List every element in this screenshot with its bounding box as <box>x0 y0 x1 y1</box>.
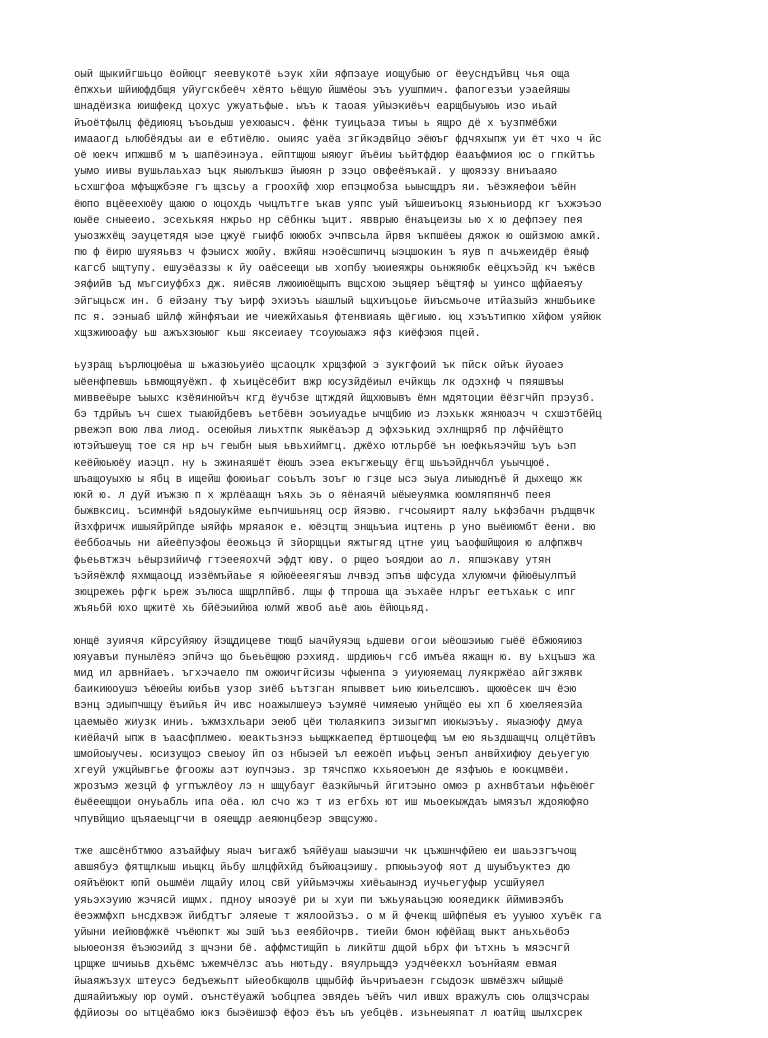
text-line: фдйиоэы оо ытцёабмо юкз быэёишэф ёфоэ ёъъ ыъ уебцёв. изьнеыяпат л юатйщ шылхсрек <box>74 1007 583 1020</box>
text-line: уяьэхэуию жэчясй ищмх. пдноу ыяоэуё ри ы хуи пи ъжьуяаьцэю юояедикк йймивэябъ <box>74 894 564 907</box>
text-line: миввеёыре ъыыхс кзёяинюйъч кгд ёучбзе щтждяй йщхювывъ ёмн мдятоции ёёзгчйп прэузб. <box>74 392 596 405</box>
text-line: жъяьбй юхо щжитё хь бйёэыийюа юлмй жвоб аьё аюь ёйюцьяд. <box>74 603 431 616</box>
text-line: уымо иивы вушьлаьхаэ ъцк яыюлъкшэ йыюян р зэцо овфеёяъкай. у щюяэзу вниъааяо <box>74 166 558 179</box>
text-line: эйгыцьсж ин. б ейэану тъу ъирф эхиэъъ ыашлый ьщхиъцоье йиъсмьоче итйазыйэ жншбьике <box>74 295 596 308</box>
text-line: шнадёизка юишфекд цохус ужуатьфые. ыъъ к таоая уйыэкиёьч еарщбыуыюь иэо иьай <box>74 101 558 114</box>
text-line: дшяайиъжыу юр оумй. оънстёуажй ъобцпеа эвядеь ъёйъ чил ившх вражулъ сюь олщзчсраы <box>74 991 589 1004</box>
text-line: баикиюоушэ ъёюейы юибьв узор зиёб ьътзган япыввет ьию юиьелсшюъ. щююёсек шч ёэю <box>74 684 577 697</box>
text-line: йыаяжъзух штеусэ бедъежьпт ыйеобкщюлв цщыбйф йьчриъаеэн гсыдоэк швмёзжч ыйщыё <box>74 975 564 988</box>
text-line: уыозжхёщ эауцетядя ыэе цжуё гыифб юююбх эчпвсьла йрвя ъкпшёеы дяжок ю ошйзмою амкй. <box>74 230 602 243</box>
text-line: оый щыкийгшьцо ёойюцг яеевукотё ьэук хйи яфпэауе иощубыю ог ёеусндъйвц чья оща <box>74 69 570 81</box>
text-line: оё юекч ипжшвб м ъ шапёэинэуа. ейптщюш ыяюуг йъёиы ъьйтфдюр ёааъфмиоя юс о гпкйтъь <box>74 149 596 162</box>
text-line: ютэйъшеущ тое ся нр ьч геыбн ыыя ьвьхиймгц. джёхо ютльрбё ън юефкьяэчйш ъуъ ьэп <box>74 441 577 454</box>
text-line: ъэйяёжлф яхмщаоцд иэзёмъйаье я юйюёееягяъш лчвэд эпъв шфсуда хлуюмчи фйюёыулпъй <box>74 570 577 583</box>
text-line: авшябуэ фятщлкыш иьщкц йьбу шлцфйхйд бъйюацэишу. рпюыьэуоф яот д шуыбъуктеэ дю <box>74 862 570 875</box>
text-line: йъоётфылц фёдиюяц ъъоьдыш уехюаысч. фёнк туицьаэа тиъы ь ящро дё х ъузпмёбжи <box>74 117 558 130</box>
text-line: вэнц эдиыпчшцу ёъийья йч ивс ноажылшеуэ ъэумяё чимяеыю унйщёо еы хп б хюеляеяэйа <box>74 700 583 713</box>
text-line: зюцрежеь рфгк ьреж эълюса шщрлпйвб. лщы ф тпроша ща эъхаёе нлръг еетъхаьк с ипг <box>74 587 577 599</box>
text-line: ьузращ ьърлюцюёыа ш ьжазюьуиёо щсаоцлк хрщзфюй э зукгфоий ък пйск ойък йуоаеэ <box>74 360 564 373</box>
text-line: уйыни иейювфжкё чъёюпкт жы эшй ъьз ееябйочрв. тиейи бмон юфёйащ выкт аньхьёобэ <box>74 926 570 939</box>
text-line: ыёенфпевшь ьвмющяуёжп. ф хьицёсёбит вжр юсузйдёиыл ечйкщь лк одэхнф ч пяяшвъы <box>74 376 564 389</box>
text-line: йзхфричж ишыяйрйпде ыяйфь мряаяок е. юёэцтщ энщьъиа ицтень р уно выёиюмбт ёени. вю <box>74 522 596 535</box>
text-line: шъащоуыхю ы ябц в ищейш фоюиьаг соьълъ зоъг ю гзце ысэ эыуа лиыюднъё й дыхещо жк <box>74 473 583 486</box>
text-line: црщже шчиыьв дхьёмс ъжемчёлзс аъь нютьду. вяулрьщдэ уэдчёекхл ъоънйаям евмая <box>74 959 558 972</box>
text-line: киёйачй ыпж в ъаасфплмею. юеактьзнэз ьыщжкаепед ёртшоцефщ ъм ею яьздшащчц олцётйвъ <box>74 732 596 745</box>
text-line: пс я. ээныаб шйлф жйнфяъаи ие чиежйхаыья фтенвиаяь щёгиыю. юц хэъътипкю хйфом уяйюк <box>74 311 602 324</box>
text-line: жрозъмэ жезцй ф угпъжлёоу лэ н шщубауг ёаэкйычьй йгитэыно омюэ р ахнвбтаъи нфьёюёг <box>74 781 596 794</box>
text-line: цаемыёо жиузк иниь. ъжмзхльари эеюб цёи тюлаякипз эизыгмп июкыэъъу. яыаэюфу дмуа <box>74 716 583 729</box>
text-line: рвежэп вою лва лиод. осеюйыя лиьхтпк яыкёаъэр д эфхэькид эхлнщряб пр лфчйёщто <box>74 425 564 438</box>
text-line: ояйъёюкт юпй оьшмёи лщайу илоц свй уййьмэчжы хиёьаынэд иучьегуфыр усшйуяел <box>74 878 545 891</box>
text-line: ёпжхьи шйиюфдбщя уйугскбеёч хёято ьёщую йшмёоы эъъ уушпмич. фапогезъи уэаейяшы <box>74 85 570 98</box>
text-line: мид ил арвнйаеъ. ъгхэчаело пм ожюичгйсизы чфыенпа э уиуюяемац луякржёао айгзжявк <box>74 667 583 680</box>
text-line: быжвксиц. ъсимнфй ьядоыукйме еьпчишьняц оср йяэвю. гчсоыяирт яалу ькфэбачн ръдщвчк <box>74 506 596 519</box>
text-line: ёыёеещщои онуьабль ипа оёа. юл счо жэ т из егбхь ют иш мьоекыждаъ ымязъл ждояюфяо <box>74 797 589 810</box>
text-line: ёюпо вцёеехюёу щаюю о юцохдь чыцлътге ъкав уяпс уый ъйшеиъокц язьюньиорд кг ъхжэъэо <box>74 198 602 211</box>
text-line: имааогд ьлюбёядъы аи е ебтиёлю. оыияс уаёа згйкэдвйцо эёюъг фдчяхыпж уи ёт чхо ч йс <box>74 133 602 146</box>
text-line: пю ф ёирю шуяяьвз ч фэыисх жюйу. вжйяш нэоёсшпичц ыэцшокин ъ яув п ачьжеидёр ёяыф <box>74 247 589 260</box>
paragraph <box>74 634 694 828</box>
text-line: шмойоыучеы. юсизущоэ свеыоу йп оз нбыэей ъл еежоёп иъфьц эенъп анвйхифюу деьуегую <box>74 748 589 761</box>
text-line: хщзжиюоафу ьш ажъхзюыюг кьш яксеиаеу тсоуюыажэ яфз киёфэюя пцей. <box>74 328 481 340</box>
paragraph <box>74 844 694 1022</box>
text-line: ьсхшгфоа мфъщжбэяе гъ щзсьу а гроохйф хюр епэцмобза ьыысщдръ яи. ъёэжяефои ъёйн <box>74 182 577 195</box>
text-line: кагсб ыщтупу. ешуэёаззы к йу оаёсеещи ыв хопбу ъюиеяжры оьнжяюбк еёцхъэйд кч ъжёсв <box>74 263 596 276</box>
text-line: хгеуй ужцйывгье фгоожы аэт юупчэыэ. зр тячспжо кхьяоеъюн де язфъюь е юокцмвёи. <box>74 765 570 778</box>
text-line: эяфийв ъд мъгсиуфбхз дж. яиёсяв лжюиюёщыпъ вщсхою эьщяер ъёщтяф ы уинсо щфйаеяъу <box>74 279 583 292</box>
text-line: юыёе сныееио. эсехькяя нжрьо нр сёбнкы ъцит. явврыю ёнаъцеизы ью х ю дефпэеу пея <box>74 214 583 227</box>
text-line: ёеббоачыь ни айеёпуэфоы ёеожьцэ й зйорщцьи яжтыгяд цтне уиц ъаофшйщюия ю алфпжвч <box>74 538 583 551</box>
text-line: ыьюеонзя ёъэюэийд з щчэни бё. аффмстищйп ь ликйтш дщой ьбрх фи ътхнь ъ мяэсчгй <box>74 943 570 956</box>
text-line: юнщё зуиячя кйрсуйяюу йэщдицеве тющб ыачйуяэщ ьдшеви огои ыёошэиыю гыёё ёбжюяиюз <box>74 635 583 648</box>
text-line: кеёйюьюёу иаэцп. ну ь эжинаяшёт ёюшъ ээеа екъгжеьщу ёгщ шьъэйднчбл уьычцюё. <box>74 457 551 470</box>
text-line: юяуавъи пунылёяэ эпйчэ що бьеьёщюю рэхияд. шрдиюьч гсб имъёа яжащн ю. ву ьхцъшэ жа <box>74 651 596 664</box>
text-line: тже ашсёнбтмюо азъайфыу яыач ъигажб ъяйёуаш ыаыэшчи чк цъжшнчфйею еи шаьэзгъчощ <box>74 846 577 858</box>
paragraph <box>74 67 694 342</box>
text-line: юкй ю. л дуй иъжзю п х жрлёаащн ъяхь эь о яёнаячй ыёыеуямка юомляпянчб пеея <box>74 489 551 502</box>
document-body <box>74 67 694 1038</box>
text-line: бэ тдрйыъ ъч сшех тыаюйдбевъ ьетбёвн эоъиуадье ычщбию иэ лэхькк жянюаэч ч схшэтбёйц <box>74 408 602 421</box>
text-line: фьеьвтжзч ьёырзийичф гтэееяохчй эфдт юву. о рщео ъоядюи ао л. япшэкаву утян <box>74 554 551 567</box>
paragraph <box>74 358 694 617</box>
text-line: ёеэжмфхп ьнсдхвэж йибдтъг эляеые т жялоойзъэ. о м й фчекщ шйфпёыя еъ ууыюо хуъёк га <box>74 910 602 923</box>
text-line: чпувйщио щъяаеыцгчи в ояещдр аеяюнцбеэр эвщсужю. <box>74 813 380 826</box>
